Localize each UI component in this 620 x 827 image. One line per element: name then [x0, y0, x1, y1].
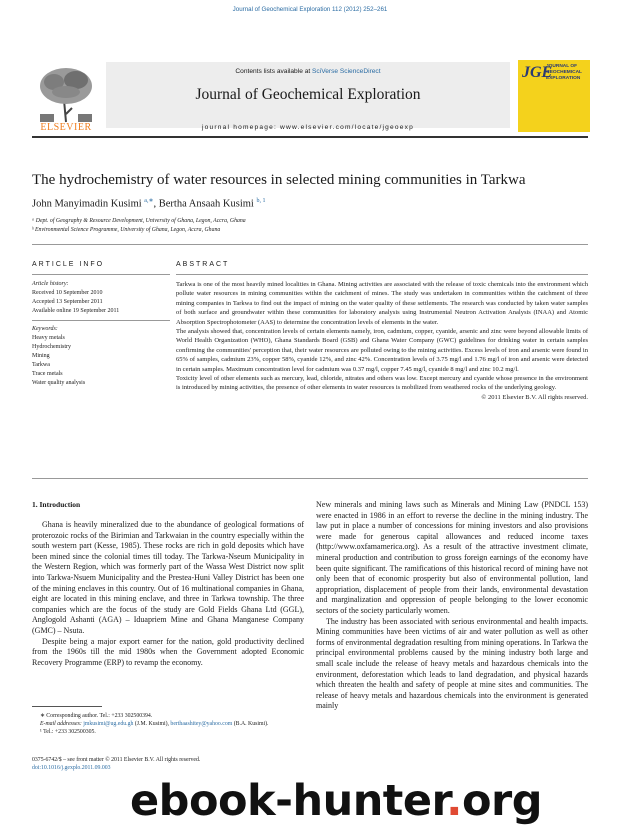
keyword: Water quality analysis — [32, 380, 86, 386]
elsevier-tree-logo — [32, 64, 100, 126]
journal-homepage[interactable]: journal homepage: www.elsevier.com/locate/jgeoexp — [201, 124, 414, 131]
body-paragraph: The industry has been associated with serious environmental and health impacts. Mining communities have been victims of air and water pollution as well as other forms of environmental degradation resulting from mining operations. In Tarkwa the principal environmental problems caused by the mining industry both large and small scale include the release of heavy metals and hazardous chemicals into the environment, deforestation which leads to land degradation, and physical hazards which threaten the health and safety of people at mine sites and communities. The release of heavy metals and hazardous chemicals into the environment is generated mainly — [316, 616, 588, 711]
doi-link[interactable]: doi:10.1016/j.gexplo.2011.09.003 — [32, 765, 111, 771]
keyword: Mining — [32, 353, 50, 359]
author-1-marks[interactable]: a,∗ — [144, 198, 154, 204]
author-1: John Manyimadin Kusimi — [32, 198, 142, 210]
history-label: Article history: — [32, 281, 69, 287]
author-2-marks[interactable]: b, 1 — [256, 198, 266, 204]
history-accepted: Accepted 13 September 2011 — [32, 299, 103, 305]
abstract-body — [176, 280, 588, 402]
keywords-rule — [32, 320, 170, 321]
article-history — [32, 280, 119, 316]
email-link-1[interactable]: jmkusimi@ug.edu.gh — [83, 721, 134, 727]
body-paragraph: Ghana is heavily mineralized due to the abundance of geological formations of proterozoic rocks of the Birimian and Tarkwaian in the country especially within the south western part (Kesse, 1985). These rocks are rich in gold deposits which have been mined since the colonial times till today. The Tarkwa-Nseum Municipality in the Western Region, which was formerly part of the Wassa West District now split into Tarkwa-Nsuem Municipality and the Prestea-Huni Valley District has been one of the mining enclaves in this country. Out of 16 multinational companies in Ghana, eight are located in this mining enclave, and three in Tarkwa township. The three companies which are the focus of the study are Gold Fields Ghana Ltd (GGL), Anglogold Ashanti (AGA) – Iduapriem Mine and Ghana Manganese Company (GMC) – Nsuta. — [32, 520, 304, 635]
header-rule — [32, 136, 588, 138]
corresponding-author: ∗ Corresponding author. Tel.: +233 302500394. — [40, 713, 153, 719]
article-title: The hydrochemistry of water resources in selected mining communities in Tarkwa — [32, 172, 526, 188]
abstract-rule — [176, 274, 588, 275]
keywords-label: Keywords: — [32, 326, 58, 332]
journal-name: Journal of Geochemical Exploration — [195, 86, 421, 103]
email-addresses: E-mail addresses: jmkusimi@ug.edu.gh (J.M. Kusimi), berthaashitey@yahoo.com (B.A. Kusimi). — [40, 721, 269, 727]
keyword: Heavy metals — [32, 335, 65, 341]
keyword: Trace metals — [32, 371, 63, 377]
body-rule — [32, 478, 588, 479]
affiliation-b: ᵇ Environmental Science Programme, University of Ghana, Legon, Accra, Ghana — [32, 227, 221, 233]
right-column — [316, 500, 588, 712]
publisher-name: ELSEVIER — [40, 122, 92, 133]
body-paragraph: Despite being a major export earner for the nation, gold productivity declined from the 1960s till the mid 1980s when the Government adopted Economic Recovery Programme (ERP) to revamp the economy. — [32, 636, 304, 667]
keyword: Hydrochemistry — [32, 344, 71, 350]
journal-citation[interactable]: Journal of Geochemical Exploration 112 (2012) 252–261 — [232, 6, 388, 13]
abstract-paragraph: The analysis showed that, concentration levels of certain elements namely, iron, cadmium, copper, cyanide, arsenic and zinc were beyond allowable limits of World Health Organization (WHO), Ghana Standards Board (GSB) and Ghana Water Company (GWC) guidelines for drinking water in certain samples confirming the communities' perception that, their water resources are polluted owing to the mining activities. Excess levels of iron and arsenic were found in 65% of samples, cadmium 23%, copper 58%, cyanide 12%, and zinc 42%. Concentration levels of 3.75 mg/l and 1.76 mg/l of iron and arsenic were detected in certain samples. Maximum concentration level for cadmium was 0.37 mg/l, copper 7.45 mg/l, cyanide 8 mg/l and zinc 10.2 mg/l. — [176, 328, 588, 373]
introduction-heading: 1. Introduction — [32, 500, 81, 509]
authors: John Manyimadin Kusimi $^{a,∗}$, Bertha Ansaah Kusimi $^{b, 1}$ — [32, 198, 266, 210]
author-2: Bertha Ansaah Kusimi — [158, 198, 254, 210]
history-received: Received 10 September 2010 — [32, 290, 103, 296]
footnote-rule — [32, 706, 102, 707]
copyright: © 2011 Elsevier B.V. All rights reserved. — [481, 393, 588, 401]
article-info-rule — [32, 274, 170, 275]
abstract-paragraph: Tarkwa is one of the most heavily mined localities in Ghana. Mining activities are associated with the release of toxic chemicals into the environment which pollute water resources in mining communities within the catchment of mines. The study was undertaken in communities within the catchment of three mining companies in Tarkwa to find out the impact of mining on the water quality of these settlements. The research was conducted by taken water samples of both surface and groundwater within these communities for laboratory analysis using Instrumental Neutron Activation Analysis (INAA) and Atomic Absorption Spectrophotometer (AAS) to determine the concentration levels of elements in the water. — [176, 281, 588, 326]
body-paragraph: New minerals and mining laws such as Minerals and Mining Law (PNDCL 153) were enacted in 1986 in an effort to reverse the decline in the mining industry. The law put in place a number of concessions for mining investors and also provisions were made for generous capital allowances and reduced income taxes (http://www.oxfamamerica.org). As a result of the attractive investment climate, mineral production and contribution to gross foreign earnings of the economy have been quite significant. The ramifications of this historical record of mining have not only been that of economic prosperity but also of environmental pollution, land appropriation, displacement of people from their lands, environmental devastation and marginalization and oppression of people belonging to the lower economic sectors of the society particularly women. — [316, 500, 588, 615]
contents-line: Contents lists available at SciVerse ScienceDirect — [235, 68, 381, 75]
cover-abbrev: JGE — [522, 64, 553, 81]
issn-line: 0375-6742/$ – see front matter © 2011 Elsevier B.V. All rights reserved. — [32, 757, 201, 763]
section-rule — [32, 244, 588, 245]
email-link-2[interactable]: berthaashitey@yahoo.com — [170, 721, 233, 727]
watermark: ebook-hunter.org — [130, 776, 542, 826]
publication-info — [32, 756, 200, 772]
left-column — [32, 520, 304, 668]
footnotes — [32, 712, 304, 736]
article-info-heading: ARTICLE INFO — [32, 261, 105, 268]
keywords — [32, 325, 85, 388]
abstract-paragraph: Toxicity level of other elements such as mercury, lead, chloride, nitrates and others was low. Except mercury and cyanide whose presence in the environment is introduced by mining activities, the presence of other elements in water resources is mobilized from weathered rocks of the underlying geology. — [176, 375, 588, 392]
history-online: Available online 19 September 2011 — [32, 308, 120, 314]
keyword: Tarkwa — [32, 362, 50, 368]
affiliation-a: ᵃ Dept. of Geography & Resource Development, University of Ghana, Legon, Accra, Ghana — [32, 218, 246, 224]
cover-title: JOURNAL OF GEOCHEMICAL EXPLORATION — [546, 64, 582, 81]
abstract-heading: ABSTRACT — [176, 261, 230, 268]
sciencedirect-link[interactable]: SciVerse ScienceDirect — [312, 68, 381, 75]
second-author-tel: ¹ Tel.: +233 302500305. — [40, 729, 96, 735]
